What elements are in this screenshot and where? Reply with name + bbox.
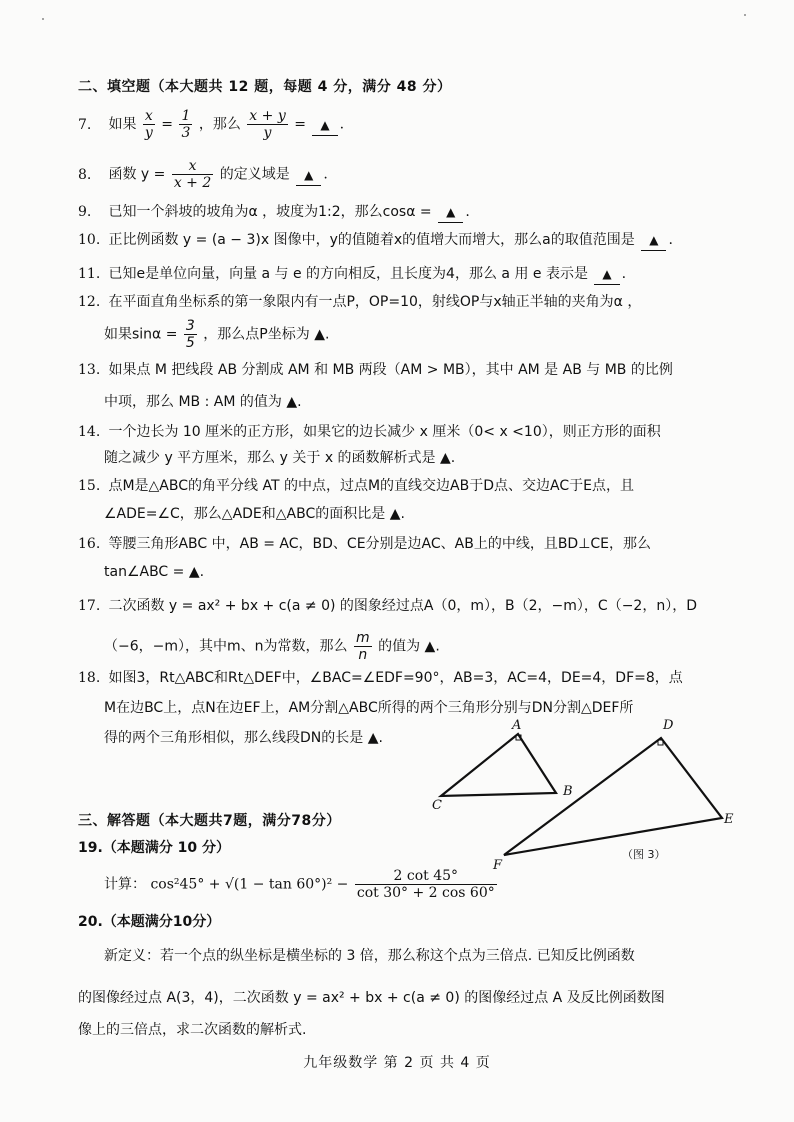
figure-caption: （图 3）: [622, 848, 666, 861]
question-17-cont: [104, 630, 440, 663]
period: .: [297, 394, 302, 410]
answer-blank[interactable]: ▲: [188, 564, 200, 580]
question-text: 正比例函数 y = (a − 3)x 图像中，y的值随着x的值增大而增大，那么a的取值范围是: [108, 232, 635, 248]
period: .: [668, 232, 673, 248]
question-text: 如果: [108, 116, 137, 133]
question-text: 计算：: [104, 876, 146, 893]
question-text: 的值为: [378, 638, 421, 655]
vertex-label-c: C: [432, 798, 442, 813]
answer-blank[interactable]: ▲: [424, 638, 436, 655]
period: .: [199, 564, 205, 580]
numerator: x + y: [249, 108, 286, 124]
question-text: 二次函数 y = ax² + bx + c(a ≠ 0) 的图象经过点A（0，m），B（2，−m），C（−2，n），D: [108, 598, 697, 614]
question-number: 10.: [78, 232, 101, 248]
answer-blank[interactable]: ▲: [314, 326, 325, 343]
period: .: [323, 166, 328, 183]
period: .: [324, 326, 330, 343]
question-12-cont: [104, 318, 329, 351]
answer-blank[interactable]: ▲: [594, 264, 619, 285]
denominator: x + 2: [173, 175, 212, 191]
question-11: [78, 264, 678, 285]
question-number: 18.: [78, 670, 101, 686]
question-text: 随之减少 y 平方厘米，那么 y 关于 x 的函数解析式是: [104, 450, 436, 466]
question-text: ，那么点P坐标为: [203, 326, 310, 343]
scan-speck: [42, 18, 44, 20]
question-20-line2: 的图像经过点 A(3，4)，二次函数 y = ax² + bx + c(a ≠ 0) 的图像经过点 A 及反比例函数图: [78, 990, 665, 1006]
vertex-label-b: B: [563, 784, 573, 799]
vertex-label-e: E: [724, 812, 734, 827]
question-text: 函数 y =: [108, 166, 166, 183]
fraction: [184, 318, 197, 351]
answer-blank[interactable]: ▲: [438, 202, 463, 223]
math-expression: cos²45° + √(1 − tan 60°)² −: [150, 876, 349, 893]
answer-blank[interactable]: ▲: [296, 165, 321, 186]
denominator: n: [358, 647, 368, 663]
question-7: [78, 108, 678, 141]
question-19-expression: [104, 868, 499, 901]
fraction: [247, 108, 287, 141]
answer-blank[interactable]: ▲: [286, 394, 298, 410]
question-number: 12.: [78, 294, 101, 310]
period: .: [339, 116, 345, 133]
numerator: 2 cot 45°: [355, 868, 497, 885]
question-number: 16.: [78, 536, 101, 552]
question-18: [78, 668, 683, 688]
triangle-def: [504, 738, 722, 855]
fraction: [172, 158, 213, 191]
numerator: x: [172, 158, 213, 175]
question-number: 7.: [78, 116, 92, 133]
question-20-line3: 像上的三倍点，求二次函数的解析式.: [78, 1022, 307, 1038]
question-15-cont: [104, 504, 405, 524]
question-13: [78, 360, 678, 380]
question-14-cont: [104, 448, 455, 468]
scan-speck: [744, 14, 746, 16]
vertex-label-f: F: [493, 858, 503, 873]
question-text: =: [294, 116, 311, 133]
question-number: 8.: [78, 166, 92, 183]
fraction: [179, 108, 192, 141]
period: .: [435, 638, 440, 655]
question-20-heading: 20.（本题满分10分）: [78, 914, 221, 930]
question-text: 已知一个斜坡的坡角为α ，坡度为1:2，那么cosα =: [108, 204, 432, 220]
question-text: 点M是△ABC的角平分线 AT 的中点，过点M的直线交边AB于D点、交边AC于E点，且: [108, 478, 634, 494]
answer-blank[interactable]: ▲: [312, 115, 337, 136]
question-text: ∠ADE=∠C，那么△ADE和△ABC的面积比是: [104, 506, 386, 522]
question-number: 17.: [78, 598, 101, 614]
question-text: 中项，那么 MB : AM 的值为: [104, 394, 282, 410]
denominator: cot 30° + 2 cos 60°: [356, 885, 495, 901]
page-footer: 九年级数学 第 2 页 共 4 页: [303, 1055, 491, 1071]
section2-heading: 二、填空题（本大题共 12 题，每题 4 分，满分 48 分）: [78, 79, 452, 95]
question-text: 已知e是单位向量，向量 a 与 e 的方向相反，且长度为4，那么 a 用 e 表示是: [108, 266, 588, 282]
question-8: [78, 158, 678, 191]
denominator: 5: [185, 335, 195, 351]
period: .: [465, 204, 470, 220]
fraction: [143, 108, 155, 141]
question-text: （−6，−m），其中m、n为常数，那么: [104, 638, 348, 655]
period: .: [378, 730, 383, 746]
equals-sign: =: [161, 116, 174, 133]
question-14: [78, 422, 678, 442]
question-text: 在平面直角坐标系的第一象限内有一点P，OP=10，射线OP与x轴正半轴的夹角为α ，: [108, 294, 642, 310]
vertex-label-d: D: [663, 718, 674, 733]
answer-blank[interactable]: ▲: [440, 450, 451, 466]
question-text: tan∠ABC =: [104, 564, 185, 580]
fraction: [355, 868, 497, 901]
vertex-label-a: A: [512, 718, 522, 733]
right-angle-mark-d: [658, 740, 663, 745]
numerator: 3: [185, 318, 195, 334]
question-number: 9.: [78, 204, 92, 220]
question-text: 如果sinα =: [104, 326, 178, 343]
numerator: m: [355, 630, 370, 646]
period: .: [621, 266, 627, 282]
question-text: 等腰三角形ABC 中，AB = AC，BD、CE分别是边AC、AB上的中线，且BD⊥CE，那么: [108, 536, 652, 552]
question-number: 13.: [78, 362, 101, 378]
denominator: y: [144, 125, 153, 141]
period: .: [400, 506, 405, 522]
answer-blank[interactable]: ▲: [641, 230, 666, 251]
question-12: [78, 292, 678, 312]
section3-heading: 三、解答题（本大题共7题，满分78分）: [78, 813, 341, 829]
numerator: 1: [181, 108, 191, 124]
question-number: 15.: [78, 478, 101, 494]
question-15: [78, 476, 678, 496]
question-13-cont: [104, 392, 302, 412]
question-text: 得的两个三角形相似，那么线段DN的长是: [104, 730, 364, 746]
answer-blank[interactable]: ▲: [367, 730, 379, 746]
question-9: [78, 202, 678, 223]
answer-blank[interactable]: ▲: [389, 506, 401, 522]
question-16-cont: [104, 562, 204, 582]
question-text: 如果点 M 把线段 AB 分割成 AM 和 MB 两段（AM > MB），其中 AM 是 AB 与 MB 的比例: [108, 362, 673, 378]
question-number: 14.: [78, 424, 101, 440]
period: .: [450, 450, 456, 466]
right-angle-mark-a: [516, 735, 521, 740]
question-text: 的定义域是: [219, 166, 290, 183]
question-text: ，那么: [198, 116, 241, 133]
question-18-cont2: [104, 728, 383, 748]
numerator: x: [143, 108, 155, 125]
question-18-cont1: M在边BC上，点N在边EF上，AM分割△ABC所得的两个三角形分别与DN分割△DEF所: [104, 700, 634, 716]
fraction: [354, 630, 372, 663]
question-20-line1: 新定义：若一个点的纵坐标是横坐标的 3 倍，那么称这个点为三倍点. 已知反比例函数: [104, 948, 635, 964]
triangle-abc: [441, 734, 556, 796]
denominator: 3: [181, 125, 191, 141]
question-16: [78, 534, 678, 554]
question-text: 如图3，Rt△ABC和Rt△DEF中，∠BAC=∠EDF=90°，AB=3，AC=4，DE=4，DF=8，点: [108, 670, 683, 686]
question-10: [78, 230, 678, 251]
denominator: y: [263, 125, 272, 141]
question-text: 一个边长为 10 厘米的正方形，如果它的边长减少 x 厘米（0< x <10），则正方形的面积: [108, 424, 661, 440]
question-19-heading: 19.（本题满分 10 分）: [78, 840, 231, 856]
question-number: 11.: [78, 266, 101, 282]
question-17: [78, 596, 697, 616]
